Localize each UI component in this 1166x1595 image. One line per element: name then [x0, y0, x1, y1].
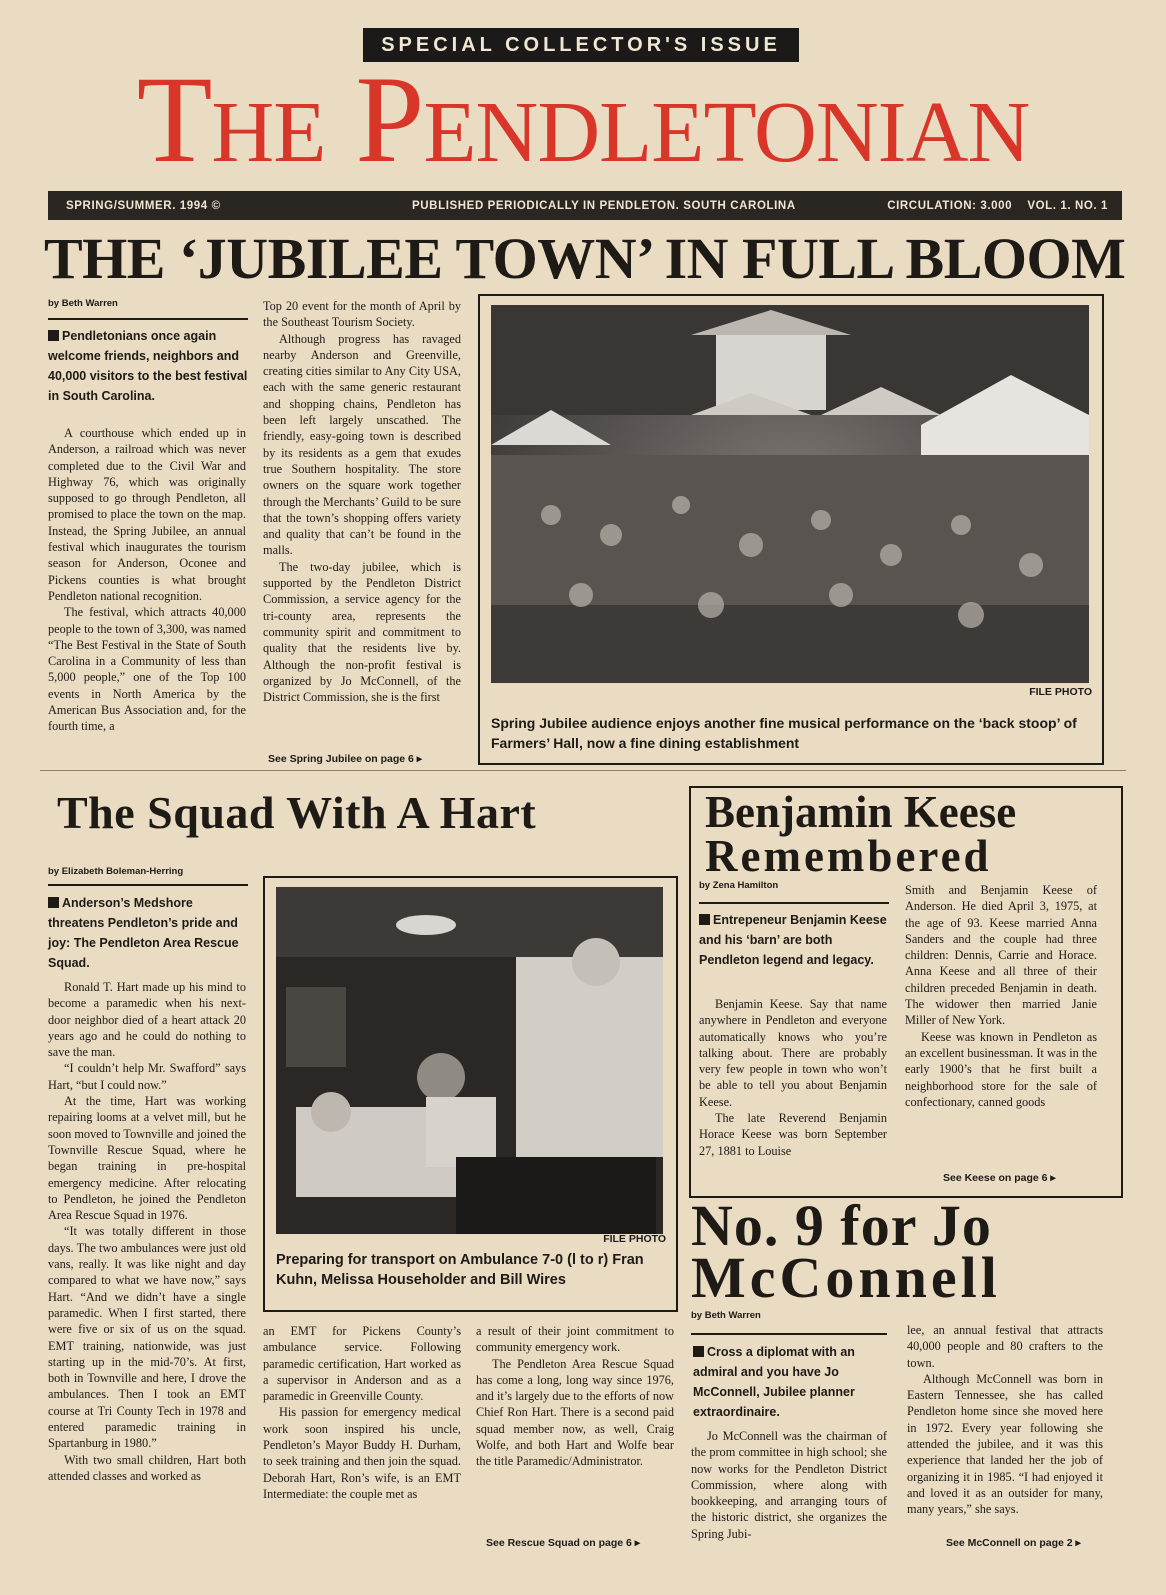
paragraph: The late Reverend Benjamin Horace Keese was born September 27, 1881 to Louise: [699, 1111, 887, 1158]
paragraph: Top 20 event for the month of April by the Southeast Tourism Society.: [263, 299, 461, 330]
paragraph: “I couldn’t help Mr. Swafford” says Hart, “but I could now.”: [48, 1061, 246, 1092]
squad-column-1: [48, 979, 246, 1484]
keese-column-2: [905, 882, 1097, 1110]
paragraph: a result of their joint commitment to community emergency work.: [476, 1324, 674, 1355]
bullet-square-icon: [48, 897, 59, 908]
issue-date: SPRING/SUMMER. 1994 ©: [66, 199, 221, 212]
keese-headline-line-2: Remembered: [705, 831, 992, 881]
keese-column-1: [699, 996, 887, 1159]
paragraph: lee, an annual festival that attracts 40,000 people and 80 crafters to the town.: [907, 1323, 1103, 1370]
jubilee-photo-caption: Spring Jubilee audience enjoys another fine musical performance on the ‘back stoop’ of Farmers’ Hall, now a fine dining establishment: [491, 715, 1077, 751]
mcconnell-jump-link[interactable]: See McConnell on page 2 ▸: [946, 1537, 1081, 1549]
squad-column-2: [263, 1323, 461, 1502]
keese-deck-rule: [699, 902, 889, 904]
keese-headline-line-1: Benjamin Keese: [705, 787, 1017, 837]
keese-byline: by Zena Hamilton: [699, 880, 779, 891]
keese-story-box: [689, 786, 1123, 1198]
paragraph: Although progress has ravaged nearby Anderson and Greenville, creating cities similar to Any City USA, each with the same generic restaurant and shopping chains, Pendleton has been left largely unscathed. The friendly, easy-going town is described by its residents as a gem that exudes true Southern hospitality. The store owners on the square work together through the Merchants’ Guild to be sure that the town’s shopping offers variety and quality that can’t be found in the malls.: [263, 331, 461, 558]
paragraph: His passion for emergency medical work soon inspired his uncle, Pendleton’s Mayor Buddy H. Durham, to seek training and then join the squad. Deborah Hart, Ron’s wife, is an EMT Intermediate: the couple met as: [263, 1405, 461, 1501]
festival-crowd-photo: [491, 305, 1089, 683]
mcconnell-headline-line-1: No. 9 for Jo: [691, 1193, 992, 1258]
paragraph: The two-day jubilee, which is supported by the Pendleton District Commission, a service agency for the tri-county area, represents the community spirit and commitment to quality that the residents live by. Although the non-profit festival is organized by Jo McConnell, of the District Commission, she is the first: [263, 559, 461, 705]
mcconnell-headline-line-2: McConnell: [691, 1245, 1001, 1310]
jubilee-byline: by Beth Warren: [48, 298, 118, 309]
jubilee-column-1: [48, 425, 246, 735]
mcconnell-column-1: [691, 1428, 887, 1542]
paragraph: Jo McConnell was the chairman of the prom committee in high school; she now works for the Pendleton District Commission, where along with bookkeeping, and arranging tours of the historic district, she organizes the Spring Jubi-: [691, 1429, 887, 1541]
paragraph: A courthouse which ended up in Anderson, a railroad which was never completed due to the Civil War and Highway 76, which was originally supposed to go through Pendleton, all promised to place the town on the map. Instead, the Spring Jubilee, an annual festival which inaugurates the tourism season for Anderson, Oconee and Pickens counties is what brought Pendleton national recognition.: [48, 426, 246, 603]
jubilee-headline: THE ‘JUBILEE TOWN’ IN FULL BLOOM: [44, 226, 1126, 291]
squad-jump-link[interactable]: See Rescue Squad on page 6 ▸: [486, 1537, 641, 1549]
special-issue-banner: SPECIAL COLLECTOR'S ISSUE: [363, 28, 799, 62]
keese-deck: Entrepeneur Benjamin Keese and his ‘barn’ are both Pendleton legend and legacy.: [699, 913, 887, 967]
paragraph: Smith and Benjamin Keese of Anderson. He died April 3, 1975, at the age of 93. Keese married Anna Sanders and the couple had three children: Dennis, Carrie and Horace. Anna Keese and all three of their children preceded Benjamin in death. The widower then married Janie Miller of New York.: [905, 883, 1097, 1028]
bullet-square-icon: [699, 914, 710, 925]
circulation-volume: CIRCULATION: 3.000 VOL. 1. NO. 1: [887, 199, 1108, 212]
publication-note: PUBLISHED PERIODICALLY IN PENDLETON. SOUTH CAROLINA: [412, 199, 796, 212]
squad-photo-box: [263, 876, 678, 1312]
jubilee-photo-box: [478, 294, 1104, 765]
bullet-square-icon: [48, 330, 59, 341]
paragraph: Ronald T. Hart made up his mind to become a paramedic when his next-door neighbor died of a heart attack 20 years ago and he could do nothing to save the man.: [48, 980, 246, 1060]
squad-headline: The Squad With A Hart: [57, 787, 537, 838]
mcconnell-byline: by Beth Warren: [691, 1310, 761, 1321]
paragraph: The Pendleton Area Rescue Squad has come a long, long way since 1976, and it’s largely due to the efforts of now Chief Ron Hart. There is a second paid squad member now, as well, Craig Wolfe, and both Hart and Wolfe bear the title Paramedic/Administrator.: [476, 1356, 674, 1469]
paragraph: With two small children, Hart both attended classes and worked as: [48, 1452, 246, 1483]
squad-photo-caption: Preparing for transport on Ambulance 7-0 (l to r) Fran Kuhn, Melissa Householder and Bill Wires: [276, 1252, 644, 1288]
jubilee-deck-rule: [48, 318, 248, 320]
squad-deck: Anderson’s Medshore threatens Pendleton’s pride and joy: The Pendleton Area Rescue Squad.: [48, 896, 239, 970]
section-divider: [40, 770, 1126, 771]
jubilee-column-2: [263, 298, 461, 705]
mcconnell-column-2: [907, 1322, 1103, 1518]
paragraph: Keese was known in Pendleton as an excellent businessman. It was in the early 1900’s that he first built a neighborhood store for the sale of confectionary, canned goods: [905, 1029, 1097, 1109]
masthead-title: The Pendletonian: [136, 60, 1030, 180]
paragraph: Benjamin Keese. Say that name anywhere in Pendleton and everyone automatically knows who you’re talking about. There are probably very few people in town who won’t be able to tell you about Benjamin Keese.: [699, 997, 887, 1109]
paragraph: an EMT for Pickens County’s ambulance service. Following paramedic certification, Hart worked as a supervisor in Anderson and as a paramedic in Greenville County.: [263, 1324, 461, 1404]
squad-column-3: [476, 1323, 674, 1470]
paragraph: The festival, which attracts 40,000 people to the town of 3,300, was named “The Best Festival in the State of South Carolina in a Community of less than 5,000 people,” one of the Top 100 events in North America by the American Bus Association and, for the fourth time, a: [48, 605, 246, 734]
masthead-info-bar: [48, 191, 1122, 220]
squad-byline: by Elizabeth Boleman-Herring: [48, 866, 184, 877]
jubilee-deck: Pendletonians once again welcome friends, neighbors and 40,000 visitors to the best festival in South Carolina.: [48, 329, 248, 403]
mcconnell-deck-rule: [691, 1333, 887, 1335]
jubilee-photo-credit: FILE PHOTO: [1029, 686, 1092, 698]
jubilee-jump-link[interactable]: See Spring Jubilee on page 6 ▸: [268, 753, 423, 765]
bullet-square-icon: [693, 1346, 704, 1357]
paragraph: Although McConnell was born in Eastern Tennessee, she has called Pendleton home since she moved here in 1972. Every year following she attended the jubilee, and it was this experience that landed her the job of organizing it in 1985. “I had enjoyed it and loved it as an outsider for many, many years,” she says.: [907, 1371, 1103, 1517]
squad-photo-credit: FILE PHOTO: [603, 1233, 666, 1245]
keese-jump-link[interactable]: See Keese on page 6 ▸: [943, 1172, 1056, 1184]
squad-deck-rule: [48, 884, 248, 886]
ambulance-crew-photo: [276, 887, 663, 1234]
paragraph: “It was totally different in those days. The two ambulances were just old vans, really. It was like night and day compared to what we have now,” says Hart. “And we didn’t have a single paramedic. When I first started, there were five or six of us on the squad. EMT training, nationwide, was just starting up in the mid-70’s. At first, both in Townville and here, I drove the ambulances. Then I took an EMT course at Tri County Tech in 1978 and entered paramedic training in Spartanburg in 1980.”: [48, 1224, 246, 1451]
mcconnell-deck: Cross a diplomat with an admiral and you have Jo McConnell, Jubilee planner extraordinaire.: [693, 1345, 855, 1419]
paragraph: At the time, Hart was working repairing looms at a velvet mill, but he soon moved to Townville and joined the Townville Rescue Squad, where he began training in pre-hospital emergency medicine. After relocating to Pendleton, he joined the Pendleton Area Rescue Squad in 1976.: [48, 1094, 246, 1223]
